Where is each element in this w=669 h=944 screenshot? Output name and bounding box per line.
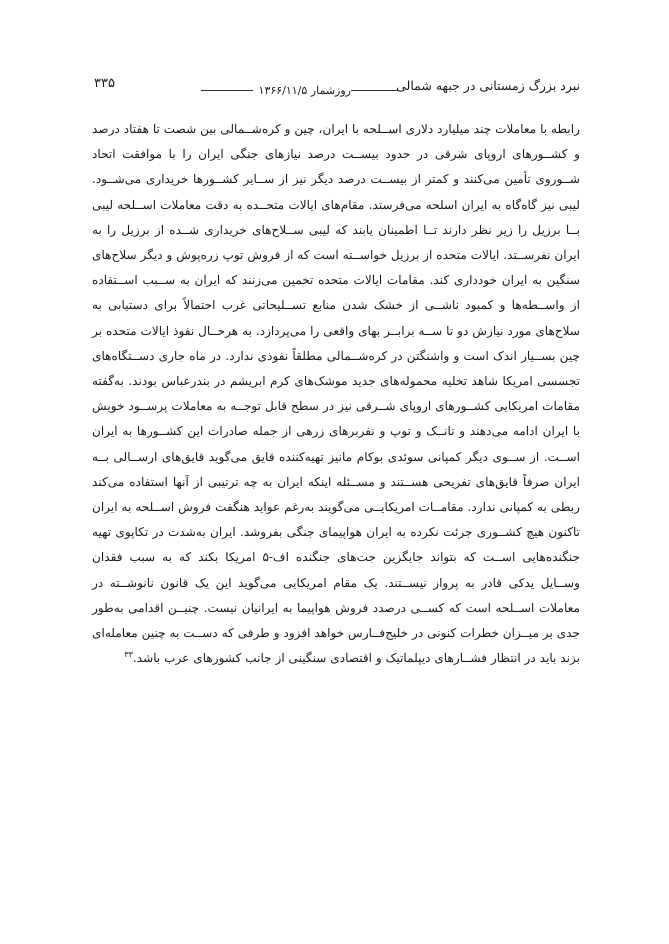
footnote-marker[interactable]: ۳۳: [124, 650, 133, 660]
book-title: نبرد بزرگ زمستانی در جبهه شمالی: [396, 78, 580, 93]
dateline: [195, 84, 405, 97]
header-rule-right: [351, 90, 399, 91]
page-number: ۳۳۵: [94, 76, 115, 91]
paragraph-text: رابطه با معاملات چند میلیارد‌ دلاری اســلحه با ایران، چین و کره‌شــمالی بین شصت تا هفتاد درصد و کشــورهای اروپای شرقی در حدود بیســت درصد نیازهای جنگی ایران را با موافقت اتحاد شــوروی تأمین می‌کنند و کمتر از بیســت درصد دیگر نیز از ســایر کشــورها خریداری می‌شــود. لیبی نیز گاه‌گاه به ایران اسلحه می‌فرستد. مقام‌های ایالات متحــده به دقت معاملات اســلحه لیبی بــا برزیل را زیر نظر دارند تــا اطمینان یابند که لیبی ســلاح‌های خریداری شــده از برزیل را به ایران نفرســتد. ایالات متحده از برزیل خواســته است که از فروش توپ زره‌پوش و دیگر سلاح‌های سنگین به ایران خودداری کند. مقامات ایالات متحده تخمین می‌زنند که ایران به ســبب اســتفاده از واســطه‌ها و کمبود ناشــی از خشک شدن منابع تســلیحاتی غرب احتمالاً برای دستیابی به سلاح‌های مورد نیازش دو تا ســه برابــر بهای واقعی را می‌پردازد. به هرحــال نفوذ ایالات متحده بر چین بســیار اندک است و واشنگتن در کره‌شــمالی مطلقاً نفوذی ندارد. در ماه جاری دســتگاه‌های تجسسی امریکا شاهد تخلیه محموله‌های جدید موشک‌های کرم ابریشم در بندرعباس بودند. به‌گفته مقامات امریکایی کشــورهای اروپای شــرقی نیز در سطح قابل توجــه به معاملات پرســود خویش با ایران ادامه می‌دهند و تانــک و توپ و نفربرهای زرهی از جمله صادرات این کشــورها به ایران اســت. از ســوی دیگر کمپانی سوئدی بوکام مانیز تهیه‌کننده قایق می‌گوید قایق‌های ارســالی بــه ایران صرفاً قایق‌های تفریحی هســتند و مســئله اینکه ایران به چه ترتیبی از آنها استفاده می‌کند ربطی به کمپانی ندارد. مقامــات امریکایــی می‌گویند به‌رغم عواید هنگفت فروش اســلحه به ایران تاکنون هیچ کشــوری جرئت نکرده به ایران هواپیمای جنگی بفروشد. ایران به‌شدت در تکاپوی تهیه جنگنده‌هایی اســت که بتواند جایگزین جت‌های جنگنده اف-۵ امریکا بکند که به سبب فقدان وســایل یدکی قادر به پرواز نیســتند. یک مقام امریکایی می‌گوید این یک قانون نانوشــته در معاملات اســلحه است که کســی درصدد فروش هواپیما به ایرانیان نیست. چنیــن اقدامی به‌طور جدی بر میــزان خطرات کنونی در خلیج‌فــارس خواهد افزود و طرفی که دســت به چنین معامله‌ای بزند باید در انتظار فشــارهای دیپلماتیک و اقتصادی سنگینی از جانب کشورهای عرب باشد.: [92, 122, 580, 666]
dateline-text: روزشمار ۱۳۶۶/۱۱/۵: [258, 84, 351, 97]
body-paragraph: [92, 117, 580, 671]
header-rule-left: [201, 90, 253, 91]
running-header: [92, 68, 580, 98]
